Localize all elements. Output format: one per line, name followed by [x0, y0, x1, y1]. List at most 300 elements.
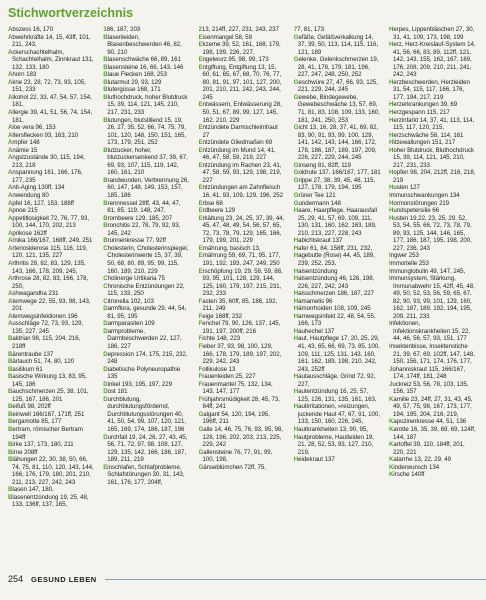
index-entry [199, 396, 286, 411]
index-entry-initial: I [389, 259, 391, 267]
index-entry-text: ertram, römischer Bertram 194ff [12, 425, 83, 441]
index-entry-text: pnoe 215 [12, 207, 38, 215]
index-entry-text: erzschwäche 58, 114, 161 [393, 131, 464, 139]
index-entry [8, 486, 95, 494]
index-entry [389, 343, 476, 366]
index-entry-initial: F [198, 395, 203, 403]
index-entry-text: rauenleiden 25, 227 [202, 373, 256, 381]
index-entry-initial: D [103, 327, 108, 335]
index-entry-initial: A [8, 237, 13, 245]
index-entry-initial: K [389, 471, 394, 479]
index-entry [103, 366, 190, 381]
index-entry [8, 34, 95, 49]
index-entry-text: auhechel 137 [298, 327, 335, 335]
index-entry [199, 373, 286, 381]
index-entry-text: amille 23, 24ff, 27, 31, 43, 45, 49, 57, 75, 98, 167, 173, 177, 194, 195, 204, 216, 219, [393, 395, 473, 418]
index-entry-initial: A [8, 169, 13, 177]
index-entry-initial: E [198, 252, 203, 260]
index-entry [199, 41, 286, 56]
index-entry-initial: E [198, 244, 203, 252]
index-entry-text: autirritationen, »reizungen, juckende Haut 47, 67, 91, 100, 133, 150, 160, 226, 245, [297, 403, 380, 426]
index-entry-text: ichte 148, 223 [202, 335, 241, 343]
index-entry-initial: D [103, 395, 108, 403]
index-entry-initial: H [389, 116, 394, 124]
index-entry [103, 86, 190, 94]
index-entry-initial: C [103, 282, 108, 290]
index-entry [294, 56, 381, 79]
index-entry-initial: H [293, 335, 299, 343]
index-entry-initial: K [389, 395, 394, 403]
index-entry-text: lasenleiden, Blasenbeschwerden 46, 82, 90, 210 [107, 33, 182, 56]
index-entry-initial: A [8, 124, 13, 132]
index-entry [8, 366, 95, 374]
index-entry-text: armparasiten 109 [107, 320, 155, 328]
index-entry-text: nti-Aging 130ff, 134 [12, 184, 65, 192]
index-entry-text: temwege 22, 55, 93, 98, 143, 201 [12, 297, 91, 313]
index-entry-text: armflora, gesunde 29, 44, 54, 81, 95, 195 [107, 305, 187, 320]
index-entry-text: usschläge 72, 73, 93, 129, 135, 227, 245 [12, 320, 84, 335]
index-entry-text: bwehrkräfte 14, 15, 43ff, 101, 211, 243, [12, 33, 91, 49]
index-entry-initial: E [198, 207, 203, 215]
index-entry [294, 434, 381, 457]
index-entry-text: alsschmerzen 186, 187, 227 [298, 290, 374, 298]
index-entry [294, 192, 381, 200]
index-entry-initial: G [293, 78, 299, 86]
index-entry [294, 373, 381, 388]
index-entry-initial: A [8, 214, 13, 222]
index-entry-text: ohanniskraut 115, 166/167, 174, 174ff, 181, 248 [392, 365, 466, 381]
index-entry [8, 358, 95, 366]
index-entry-text: agebutte (Rose) 44, 45, 189, 239, 252, 253, [297, 252, 375, 267]
index-entry-initial: E [198, 41, 203, 49]
index-entry-initial: A [8, 71, 13, 79]
index-entry [389, 117, 476, 132]
index-entry [294, 268, 381, 276]
index-entry-text: erpes, Lippenbläschen 27, 30, 31, 41, 109, 173, 198, 199 [393, 26, 475, 41]
index-entry-initial: H [389, 78, 394, 86]
index-entry [199, 200, 286, 208]
index-entry-text: iabetische Polyneuropathie 135 [107, 365, 181, 381]
index-entry-text: lutergüsse 168, 171 [107, 86, 161, 94]
index-entry-text: ngwer 253 [390, 252, 419, 260]
index-entry [199, 207, 286, 215]
index-entry-text: rnika 166/167, 168ff, 249, 251 [12, 237, 93, 245]
index-entry [103, 245, 190, 275]
index-entry [103, 56, 190, 64]
index-entry [103, 64, 190, 72]
index-entry-initial: E [198, 267, 203, 275]
index-entry-initial: A [8, 244, 13, 252]
index-entry [103, 94, 190, 117]
index-entry-text: alsentzündung [298, 267, 338, 275]
index-entry-text: algant 54, 120, 194, 195, 196ff, 211 [202, 410, 270, 426]
index-entry-initial: D [103, 365, 108, 373]
index-entry-text: inkel 193, 195, 197, 229 [107, 380, 172, 388]
index-entry-text: erzgespann 115, 217 [393, 109, 450, 117]
index-entry [389, 441, 476, 456]
index-entry-text: ngelwurz 95, 98, 99, 173 [202, 56, 269, 64]
index-entry-text: auchschmerzen 25, 38, 101, 125, 167, 186, 201 [12, 388, 89, 403]
index-entry-initial: F [198, 342, 203, 350]
index-entry [294, 162, 381, 170]
index-entry-initial: H [293, 297, 299, 305]
index-entry-initial: H [293, 267, 299, 275]
index-entry-text: autkrankheiten 13, 90, 95, [298, 425, 368, 433]
page-footer [8, 572, 486, 586]
index-entry-text: icht 13, 16, 28, 37, 41, 69, 82, 83, 90, 91, 93, 99, 100, 129, 141, 142, 143, 144, 166, 172, 178, 186, 187, 189, 197, 209, 226, 227, 229, 244, 245 [297, 124, 379, 162]
index-entry [199, 298, 286, 313]
index-entry [389, 252, 476, 260]
index-entry [8, 26, 95, 34]
index-entry-text: nspannung 161, 166, 176, 177, 235 [12, 169, 83, 184]
index-entry-initial: B [103, 63, 108, 71]
index-entry-text: epression 174, 175, 215, 232, 248 [107, 350, 188, 366]
index-entry [294, 328, 381, 336]
index-entry [8, 237, 95, 245]
index-entry [8, 275, 95, 290]
index-entry [389, 79, 476, 102]
index-entry-initial: F [198, 335, 203, 343]
index-entry [8, 200, 95, 208]
index-entry [199, 335, 286, 343]
index-entry-text: apuzinerkresse 44, 51, 136 [393, 418, 467, 426]
index-entry-text: inderwunsch 134 [393, 463, 440, 471]
index-entry [389, 366, 476, 381]
index-entry [103, 215, 190, 223]
index-entry-text: 86, 187, 203 [106, 26, 141, 33]
index-entry-text: undspetersilie 66 [393, 207, 439, 215]
index-entry [294, 200, 381, 208]
index-entry [103, 396, 190, 434]
index-entry [103, 328, 190, 351]
index-entry-text: undermann 148 [298, 199, 341, 207]
index-entry-initial: B [8, 448, 13, 456]
index-entry [103, 283, 190, 298]
index-entry [103, 79, 190, 87]
index-entry-initial: B [103, 237, 108, 245]
index-entry-initial: 7 [293, 26, 298, 33]
index-entry-initial: A [8, 207, 13, 215]
index-entry-text: ärlauch 51, 74, 80, 120 [12, 358, 75, 366]
index-entry [8, 456, 95, 486]
index-entry-text: kne 23, 28, 72, 73, 93, 105, 151, 233 [12, 78, 86, 94]
index-entry-initial: B [103, 86, 108, 94]
index-entry [199, 449, 286, 464]
index-entry-text: rauenmantel 75, 132, 134, 143, 147, 177 [202, 380, 273, 396]
index-entry-text: ergamotte 85, 177 [12, 418, 62, 426]
index-entry-initial: C [103, 275, 108, 283]
index-entry-text: ngstzustände 30, 115, 194, 213, 218 [12, 154, 85, 169]
index-entry [199, 313, 286, 321]
index-entry-text: shwagandha 231 [12, 290, 59, 298]
index-entry-initial: H [293, 305, 299, 313]
index-entry [8, 290, 95, 298]
index-entry [294, 207, 381, 237]
index-entry [199, 464, 286, 472]
index-entry-text: efäße, Gefäßverkalkung 14, 37, 39, 50, 113, 114, 115, 116, 121, 189 [297, 33, 379, 56]
index-entry [199, 26, 286, 34]
index-entry-text: temwegsinfektionen 196 [12, 312, 78, 320]
index-entry-text: ormonstörungen 219 [393, 199, 450, 207]
index-entry-text: einwell 166/167, 171ff, 251 [12, 410, 85, 418]
index-entry-initial: G [293, 56, 299, 64]
index-entry-initial: B [103, 146, 108, 154]
index-entry [8, 418, 95, 426]
index-entry [8, 71, 95, 79]
index-entry [8, 298, 95, 313]
index-entry [103, 298, 190, 306]
index-entry [294, 335, 381, 373]
index-entry-initial: H [389, 109, 394, 117]
index-entry-initial: A [8, 199, 13, 207]
index-entry [103, 200, 190, 215]
index-entry-initial: D [103, 350, 108, 358]
index-entry [389, 109, 476, 117]
index-entry-text: autprobleme, Hautleiden 19, 21, 28, 52, 53, 93, 127, 210, 219, [297, 433, 374, 456]
index-entry-initial: E [198, 214, 203, 222]
index-entry-initial: A [8, 26, 13, 33]
index-entry [389, 101, 476, 109]
index-entry [199, 245, 286, 253]
index-entry-text: atarrhe 13, 22, 29, 49 [393, 456, 452, 464]
index-entry-text: rthrose 28, 82, 83, 166, 178, 250, [12, 275, 89, 290]
index-entry [103, 388, 190, 396]
index-entry-text: irke 137, 173, 180, 211 [12, 441, 74, 449]
index-entry [199, 64, 286, 102]
index-entry [389, 418, 476, 426]
index-entry-text: änseblümchen 72ff, 75, [203, 463, 266, 471]
index-entry-text: erzinfarkt 14, 37, 41, 113, 114, 115, 117, 120, 215, [393, 116, 475, 132]
index-entry-initial: A [8, 192, 13, 200]
index-entry [389, 275, 476, 320]
index-entry-initial: B [103, 56, 108, 64]
index-entry-initial: H [389, 199, 394, 207]
page-number: 254 [8, 574, 24, 584]
index-entry [103, 117, 190, 147]
index-entry [294, 169, 381, 177]
index-entry [103, 320, 190, 328]
index-entry [389, 169, 476, 184]
index-entry [8, 351, 95, 359]
index-entry-text: rschöpfung 19, 29, 58, 59, 88, 93, 95, 101, 128, 129, 144, 125, 160, 179, 197, 215, 231, 232, 233 [202, 267, 283, 298]
index-entry-text: eifuß 98, 202ff [12, 403, 51, 411]
index-entry-initial: H [389, 146, 394, 154]
index-entry-text: kzeme 39, 52, 161, 168, 179, 198, 199, 226, 227, [202, 41, 281, 56]
index-entry-initial: E [198, 146, 203, 154]
index-entry-text: rnährung, basisch 13, [202, 244, 261, 252]
index-entry-initial: C [103, 297, 108, 305]
index-entry [8, 441, 95, 449]
index-entry-initial: A [8, 93, 13, 101]
index-entry-initial: K [389, 456, 394, 464]
index-entry [8, 494, 95, 509]
index-entry [103, 34, 190, 57]
index-entry-text: erzbeschwerden, Herzleiden 31, 54, 115, 117, 166, 176, 177, 194, 217, 219 [393, 78, 470, 101]
index-entry [103, 381, 190, 389]
index-entry-initial: G [198, 448, 204, 456]
index-entry-initial: F [198, 320, 203, 328]
index-entry-text: lasensteine 16, 66, 143, 146 [107, 63, 184, 71]
index-entry-initial: K [389, 441, 394, 449]
index-entry [389, 200, 476, 208]
index-entry [294, 245, 381, 253]
index-entry-text: oher Blutdruck, Bluthochdruck 15, 39, 114, 121, 145, 210, 217, 231, 233 [393, 146, 474, 169]
index-entry-initial: B [8, 373, 13, 381]
index-entry-text: rnährung 59, 69, 71, 95, 177, 191, 192, 193, 247, 249, 250 [202, 252, 281, 267]
index-entry-text: oldrute 137, 166/167, 177, 181 [298, 169, 381, 177]
index-entry-initial: E [198, 101, 203, 109]
index-entry [199, 426, 286, 449]
index-entry [8, 49, 95, 72]
index-entry [8, 245, 95, 260]
index-entry-text: bszess 16, 170 [12, 26, 53, 33]
index-entry [294, 94, 381, 124]
index-entry-initial: A [8, 297, 13, 305]
index-entry-initial: H [293, 237, 299, 245]
index-entry-initial: H [293, 290, 299, 298]
index-entry-text: irne 208ff [12, 448, 38, 456]
index-entry-text: opfen 98, 204, 212ff, 216, 218, 219 [393, 169, 476, 184]
index-entry-text: holesterin, Cholesterinspiegel, Cholesterinwerte 15, 37, 39, 50, 68, 80, 89, 95, 99, 115, 160, 189, 210, 229 [107, 244, 189, 275]
index-entry-initial: G [293, 33, 299, 41]
index-entry-initial: G [293, 124, 299, 132]
index-entry-initial: H [293, 252, 299, 260]
index-entry-text: ntzündungen am Zahnfleisch 16, 41, 93, 109, 129, 196, 252 [202, 184, 283, 200]
index-entry [389, 426, 476, 441]
index-entry-initial: F [198, 380, 203, 388]
index-entry [199, 215, 286, 245]
index-entry [389, 207, 476, 215]
index-entry [294, 313, 381, 328]
index-entry-initial: B [103, 33, 108, 41]
index-entry-text: lutungen, blutstillend 15, 19, 26, 27, 35, 52, 66, 74, 75, 79, 101, 120, 148, 150, 151, 165, 173, 179, 251, 252 [107, 116, 187, 147]
index-entry-initial: K [389, 463, 394, 471]
index-entry [199, 34, 286, 42]
index-entry-text: randwunden, Verbrennung 26, 60, 147, 148, 149, 153, 157, 185, 186 [107, 176, 189, 200]
index-entry-initial: H [293, 388, 299, 396]
index-entry-initial: B [103, 214, 108, 222]
index-entry-text: ieber 37, 93, 98, 100, 129, 166, 178, 179, 189, 197, 202, 229, 242, 243 [202, 342, 282, 366]
index-entry-initial: E [198, 184, 203, 192]
index-entry-initial: A [8, 320, 13, 328]
index-entry-initial: B [8, 350, 13, 358]
index-entry [103, 434, 190, 464]
index-entry [103, 237, 190, 245]
index-entry-text: rüner Tee 121 [298, 192, 336, 200]
index-entry-text: afer 61, 84, 158ff, 231, 232, [298, 244, 373, 252]
index-entry-initial: H [293, 207, 299, 215]
index-entry [8, 132, 95, 140]
index-entry-initial: A [8, 184, 13, 192]
index-entry [199, 124, 286, 139]
index-entry-initial: A [8, 109, 13, 117]
index-entry-text: urchfall 19, 24, 26, 27, 43, 45, 56, 71, 72, 97, 98, 108, 127, 129, 135, 142, 166, 186, 187, 189, 211, 219 [107, 433, 188, 464]
index-entry-text: llergie 39, 41, 51, 56, 74, 154, 181, [12, 109, 93, 124]
index-entry [389, 464, 476, 472]
index-entry-initial: A [8, 229, 13, 237]
index-entry-initial: J [389, 365, 393, 373]
index-entry-initial: E [198, 161, 203, 169]
index-entry-initial: B [8, 403, 13, 411]
index-entry-text: lutzucker, hoher, blutzuckersenkend 37, 39, 67, 69, 93, 107, 115, 119, 142, 160, 161, 210 [107, 146, 188, 177]
index-entry-initial: 1 [103, 26, 107, 33]
index-entry-initial: H [389, 41, 394, 49]
index-entry [103, 305, 190, 320]
index-entry [8, 313, 95, 321]
index-entry-initial: A [8, 259, 13, 267]
footer-rule [105, 579, 486, 580]
index-entry-text: lkohol 22, 33, 47, 54, 57, 154, 181, [12, 93, 92, 109]
index-entry-text: abichtskraut 137 [298, 237, 343, 245]
index-entry-text: ltersflecken 93, 163, 210 [12, 131, 79, 139]
index-entry [103, 71, 190, 79]
index-entry-text: irsche 140ff [393, 471, 425, 479]
index-entry [199, 268, 286, 298]
index-entry [294, 252, 381, 267]
index-entry-initial: E [198, 56, 203, 64]
index-entry-text: mpfer 148 [12, 139, 40, 147]
index-entry-text: mmunglobulin 49, 147, 245, [390, 267, 466, 275]
index-entry-initial: E [198, 63, 203, 71]
index-entry-text: rkältung 23, 24, 25, 37, 39, 44, 45, 47, 48, 49, 54, 56, 57, 65, 72, 73, 78, 79, 129, 165, 166, 179, 199, 201, 229 [202, 214, 285, 245]
index-entry [199, 320, 286, 335]
index-entry [389, 396, 476, 419]
index-entry-initial: H [389, 184, 394, 192]
index-entry-initial: H [389, 139, 394, 147]
index-entry-initial: B [8, 493, 13, 501]
index-entry-initial: A [8, 154, 13, 162]
index-entry [389, 320, 476, 343]
index-entry [103, 351, 190, 366]
index-entry-initial: A [8, 33, 13, 41]
index-entry-text: rdbeere 129 [202, 207, 236, 215]
index-entry-initial: F [198, 297, 203, 305]
index-entry-text: ost 181 [107, 388, 128, 396]
index-entry-initial: A [8, 139, 13, 147]
index-entry-text: nsektenbisse, Insektenstiche 21, 39, 67, 69, 102ff, 147, 148, 150, 156, 171, 174, 176, 177, [390, 342, 475, 366]
index-entry [8, 109, 95, 124]
index-entry-text: rteriosklerose 115, 116, 119, 120, 121, 135, 227 [12, 244, 88, 260]
index-entry [294, 426, 381, 434]
index-entry-initial: B [103, 199, 108, 207]
book-title: GESUND LEBEN [31, 574, 97, 584]
index-entry-initial: G [293, 199, 299, 207]
index-entry-initial: I [389, 342, 391, 350]
index-entry-text: rippe 27, 38, 39, 45, 48, 115, 127, 178, 179, 194, 195 [297, 176, 376, 192]
index-entry-initial: I [389, 192, 391, 200]
index-entry-initial: H [389, 214, 394, 222]
index-entry-initial: A [8, 78, 13, 86]
index-entry-text: rthritis 28, 82, 83, 129, 135, 143, 166, 178, 209, 245, [12, 259, 86, 275]
index-entry-initial: H [293, 312, 299, 320]
index-entry [389, 139, 476, 147]
index-entry-text: ntzündete Darmschleimhaut 27 [202, 124, 278, 139]
index-entry-initial: F [198, 365, 203, 373]
index-entry-text: rombeere 129, 185, 207 [107, 214, 173, 222]
index-entry [103, 222, 190, 237]
index-entry-initial: K [389, 418, 394, 426]
index-entry-text: armprobleme, Darmbeschwerden 22, 127, 186, 227 [107, 327, 182, 350]
index-entry [8, 320, 95, 335]
index-entry-initial: B [8, 425, 13, 433]
index-entry-text: mmunschwankungen 134 [390, 192, 460, 200]
index-entry [199, 184, 286, 199]
index-entry [199, 343, 286, 366]
index-entry-initial: A [8, 48, 13, 56]
index-entry-text: aare, Haarpflege, Haarausfall 25, 29, 41, 57, 69, 109, 111, 130, 131, 160, 162, 163, 189, 210, 213, 227, 228, 243 [297, 207, 377, 237]
index-entry-text: rbse 68 [202, 199, 223, 207]
index-entry-text: usten 127 [393, 184, 420, 192]
